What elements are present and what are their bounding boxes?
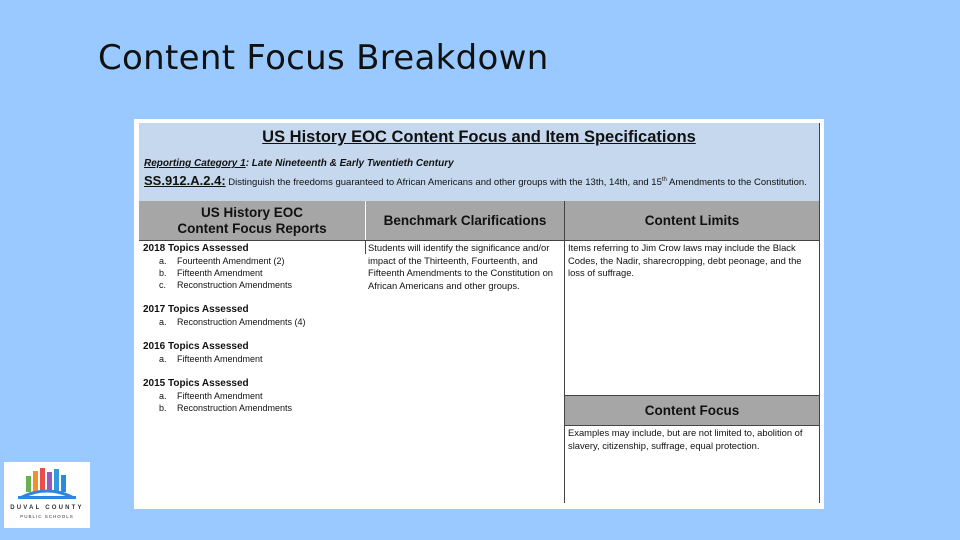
benchmark-statement <box>144 173 807 188</box>
topic-year: 2018 Topics Assessed <box>143 243 249 254</box>
logo-name: DUVAL COUNTY <box>10 505 84 511</box>
topic-year: 2017 Topics Assessed <box>143 304 249 315</box>
item-letter: b. <box>159 268 167 278</box>
item-text: Fifteenth Amendment <box>177 268 263 278</box>
item-text: Reconstruction Amendments <box>177 280 293 290</box>
content-focus-header: Content Focus <box>565 396 819 425</box>
list-item <box>143 267 363 279</box>
reporting-category <box>144 158 454 169</box>
topic-group <box>143 303 363 328</box>
column-header-reports-line2: Content Focus Reports <box>177 220 327 236</box>
item-text: Reconstruction Amendments (4) <box>177 317 306 327</box>
item-letter: a. <box>159 256 167 266</box>
list-item <box>143 279 363 291</box>
bridge-bars-icon <box>4 462 90 506</box>
item-letter: c. <box>159 280 167 290</box>
content-focus-text: Examples may include, but are not limited to, abolition of slavery, citizenship, suffrage, equal protection. <box>568 427 803 451</box>
topic-group <box>143 340 363 365</box>
benchmark-tail: Amendments to the Constitution. <box>666 177 807 188</box>
topic-group <box>143 242 363 291</box>
item-text: Fifteenth Amendment <box>177 354 263 364</box>
logo-subtitle: PUBLIC SCHOOLS <box>20 514 74 519</box>
column-header-limits: Content Limits <box>565 201 819 240</box>
divider <box>564 201 565 503</box>
document-header-band <box>139 123 819 201</box>
divider <box>365 240 366 254</box>
benchmark-code: SS.912.A.2.4: <box>144 173 226 188</box>
divider <box>139 240 819 241</box>
benchmark-clarification-text: Students will identify the significance and/or impact of the Thirteenth, Fourteenth, and Fifteenth Amendments to the Constitution on African Americans and other groups. <box>368 242 554 291</box>
reporting-category-label: Reporting Category 1 <box>144 158 246 169</box>
item-text: Fourteenth Amendment (2) <box>177 256 285 266</box>
item-letter: a. <box>159 317 167 327</box>
topic-year: 2015 Topics Assessed <box>143 378 249 389</box>
item-letter: a. <box>159 391 167 401</box>
topics-assessed-list <box>143 242 363 426</box>
district-logo <box>4 462 90 528</box>
item-letter: b. <box>159 403 167 413</box>
reporting-category-value: : Late Nineteenth & Early Twentieth Century <box>245 158 454 169</box>
topic-year: 2016 Topics Assessed <box>143 341 249 352</box>
column-header-reports <box>139 201 365 240</box>
item-text: Reconstruction Amendments <box>177 403 293 413</box>
item-letter: a. <box>159 354 167 364</box>
benchmark-text: Distinguish the freedoms guaranteed to African Americans and other groups with the 13th, 14th, and 15 <box>225 177 662 188</box>
document-table <box>139 123 820 503</box>
column-header-clarifications: Benchmark Clarifications <box>366 201 564 240</box>
list-item <box>143 353 363 365</box>
slide-title: Content Focus Breakdown <box>98 38 549 78</box>
specification-document <box>134 119 824 509</box>
divider <box>564 425 819 426</box>
column-header-reports-line1: US History EOC <box>200 204 303 220</box>
item-text: Fifteenth Amendment <box>177 391 263 401</box>
topic-group <box>143 377 363 414</box>
list-item <box>143 390 363 402</box>
list-item <box>143 255 363 267</box>
benchmark-superscript: th <box>661 176 667 183</box>
list-item <box>143 402 363 414</box>
content-limits-text: Items referring to Jim Crow laws may include the Black Codes, the Nadir, sharecropping, debt peonage, and the loss of suffrage. <box>568 242 802 278</box>
document-title: US History EOC Content Focus and Item Specifications <box>262 128 696 146</box>
list-item <box>143 316 363 328</box>
